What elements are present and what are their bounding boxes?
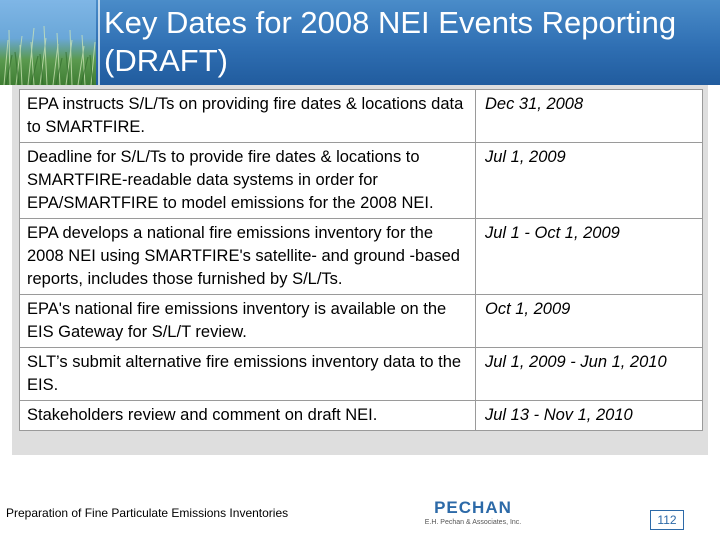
event-cell: Stakeholders review and comment on draft NEI. (20, 401, 476, 431)
logo-subtitle: E.H. Pechan & Associates, Inc. (424, 519, 522, 526)
event-cell: SLT’s submit alternative fire emissions inventory data to the EIS. (20, 348, 476, 401)
event-cell: EPA's national fire emissions inventory is available on the EIS Gateway for S/L/T review. (20, 295, 476, 348)
table-row (20, 90, 703, 143)
event-cell: EPA instructs S/L/Ts on providing fire dates & locations data to SMARTFIRE. (20, 90, 476, 143)
date-cell: Oct 1, 2009 (476, 295, 703, 348)
event-cell: EPA develops a national fire emissions inventory for the 2008 NEI using SMARTFIRE's satellite- and ground -based reports, includes those furnished by S/L/Ts. (20, 219, 476, 295)
date-cell: Jul 1, 2009 (476, 143, 703, 219)
grass-image (0, 0, 96, 85)
table-row (20, 143, 703, 219)
date-cell: Dec 31, 2008 (476, 90, 703, 143)
table-row (20, 295, 703, 348)
table-row (20, 219, 703, 295)
page-title (104, 4, 714, 80)
page-number: 112 (650, 510, 684, 530)
footer-text: Preparation of Fine Particulate Emissions Inventories (6, 506, 289, 520)
title-line-1: Key Dates for 2008 NEI Events Reporting (104, 5, 677, 40)
title-line-2: (DRAFT) (104, 43, 228, 78)
event-cell: Deadline for S/L/Ts to provide fire dates & locations to SMARTFIRE-readable data systems in order for EPA/SMARTFIRE to model emissions for the 2008 NEI. (20, 143, 476, 219)
header-divider (98, 0, 100, 85)
table-row (20, 401, 703, 431)
key-dates-table (19, 89, 703, 431)
logo-wordmark: PECHAN (434, 498, 512, 517)
slide-header (0, 0, 720, 85)
date-cell: Jul 13 - Nov 1, 2010 (476, 401, 703, 431)
pechan-logo (418, 498, 528, 530)
date-cell: Jul 1 - Oct 1, 2009 (476, 219, 703, 295)
table-row (20, 348, 703, 401)
date-cell: Jul 1, 2009 - Jun 1, 2010 (476, 348, 703, 401)
